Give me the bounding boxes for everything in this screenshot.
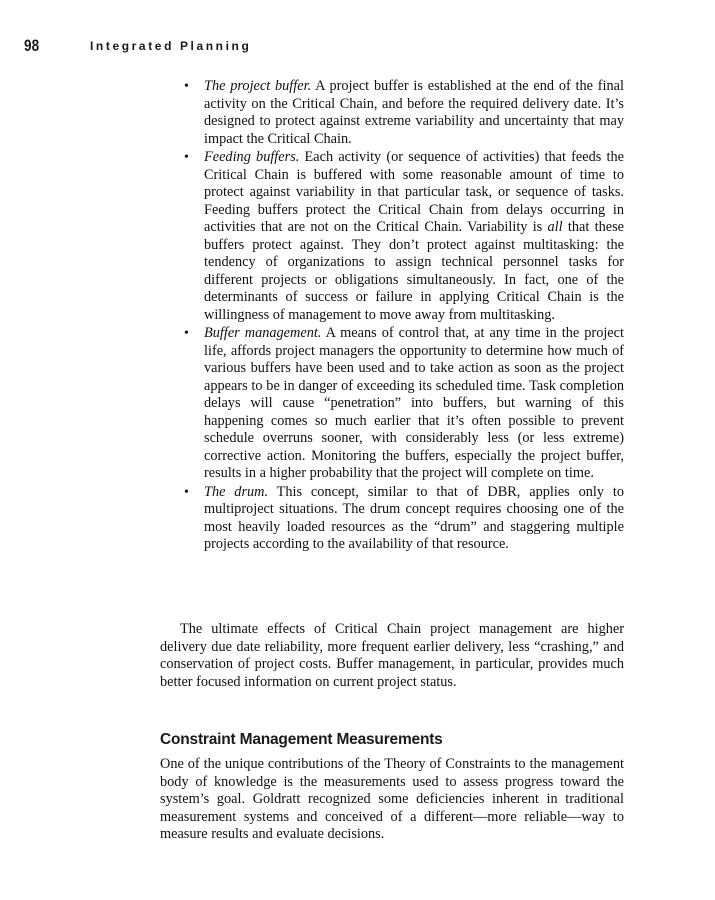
bullet-term: The project buffer. — [204, 78, 312, 94]
running-header-title: Integrated Planning — [90, 39, 252, 53]
bullet-text: A project buffer is established at the end of the final activity on the Critical Chain, and before the required delivery date. It’s designed to protect against extreme variability and uncertainty that may impact the Critical Chain. — [204, 78, 624, 147]
bullet-item-the-drum — [180, 484, 624, 554]
body-paragraph-measurements: One of the unique contributions of the Theory of Constraints to the management body of knowledge is the measurements used to assess progress toward the system’s goal. Goldratt recognized some deficiencies inherent in traditional measurement systems and conceived of a different—more reliable—way to measure results and evaluate decisions. — [160, 756, 624, 843]
bullet-emphasis: all — [547, 219, 563, 235]
bullet-term: The drum. — [204, 483, 269, 500]
bullet-term: Feeding buffers. — [204, 149, 300, 165]
running-header — [24, 36, 251, 56]
bullet-dot-icon: • — [184, 79, 189, 94]
bullet-text: Each activity (or sequence of activities) that feeds the Critical Chain is buffered with some reasonable amount of time to protect against variability in that particular task, or sequence of tasks. Feeding buffers protect the Critical Chain from delays occurring in activities that are not on the Critical Chain. Variability is — [204, 149, 624, 235]
bullet-term: Buffer management. — [204, 325, 322, 341]
bullet-dot-icon: • — [184, 484, 189, 500]
page-number: 98 — [24, 36, 40, 55]
bullet-text: This concept, similar to that of DBR, applies only to multiproject situations. The drum concept requires choosing one of the most heavily loaded resources as the “drum” and staggering multiple projects according to the availability of that resource. — [204, 483, 624, 552]
bullet-item-project-buffer — [180, 78, 624, 148]
bullet-item-buffer-management — [180, 325, 624, 483]
section-heading: Constraint Management Measurements — [160, 731, 443, 748]
bullet-dot-icon: • — [184, 326, 189, 341]
bullet-list — [180, 78, 624, 555]
bullet-text-continued: that these buffers protect against. They don’t protect against multitasking: the tendency of organizations to assign technical personnel tasks for different projects or obligations simultaneously. In fact, one of the determinants of success or failure in applying Critical Chain is the willingness of management to move away from multitasking. — [204, 219, 624, 323]
bullet-dot-icon: • — [184, 150, 189, 165]
bullet-text: A means of control that, at any time in the project life, affords project managers the opportunity to determine how much of various buffers have been used and to take action as soon as the project appears to be in danger of exceeding its scheduled time. Task completion delays will cause “penetration” into buffers, but warning of this happening comes so much earlier that it’s often possible to prevent schedule overruns sooner, with considerably less (or less extreme) corrective action. Monitoring the buffers, especially the project buffer, results in a higher probability that the project will complete on time. — [204, 325, 624, 481]
body-paragraph-summary: The ultimate effects of Critical Chain project management are higher delivery due date reliability, more frequent earlier delivery, less “crashing,” and conservation of project costs. Buffer management, in particular, provides much better focused information on current project status. — [160, 621, 624, 690]
bullet-item-feeding-buffers — [180, 149, 624, 324]
